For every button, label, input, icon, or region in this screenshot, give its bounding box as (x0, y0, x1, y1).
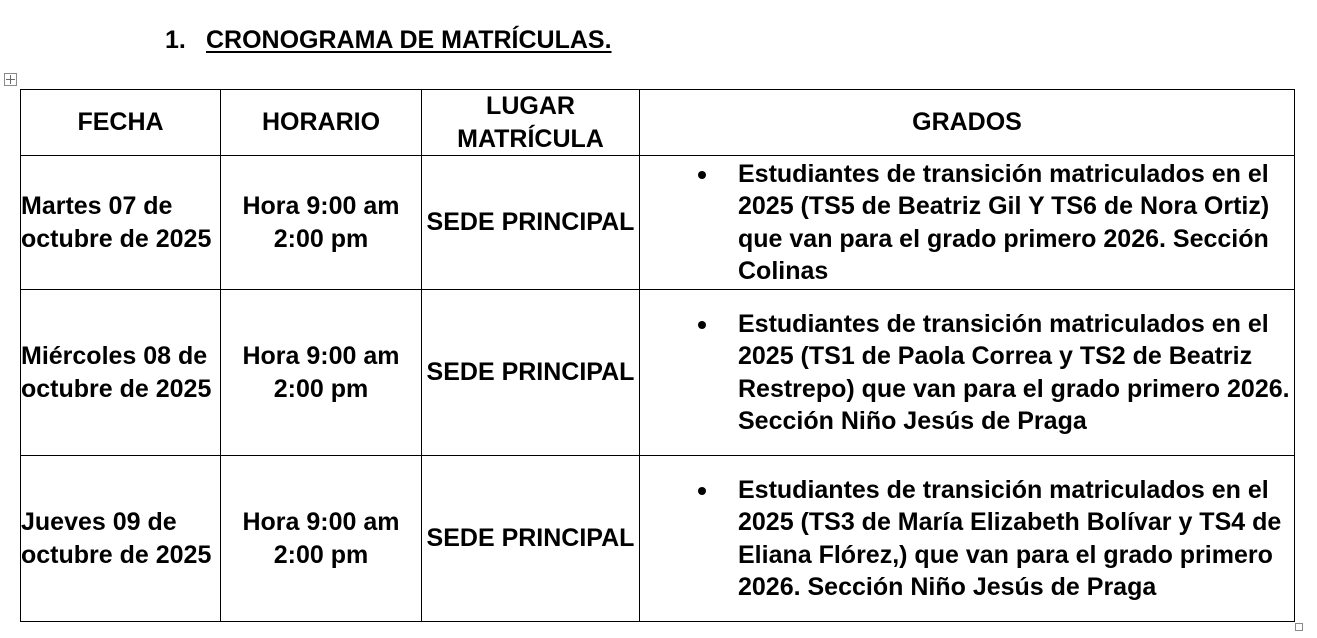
grados-bullet-item: Estudiantes de transición matriculados en el 2025 (TS1 de Paola Correa y TS2 de Beatriz Restrepo) que van para el grado primero 2026. Sección Niño Jesús de Praga (738, 308, 1294, 438)
table-row (21, 456, 1295, 622)
table-header-row (21, 90, 1295, 156)
cell-grados (640, 456, 1295, 622)
header-lugar-matricula: LUGAR MATRÍCULA (422, 90, 640, 156)
cell-fecha: Miércoles 08 de octubre de 2025 (21, 290, 221, 456)
cell-grados (640, 290, 1295, 456)
grados-bullet-item: Estudiantes de transición matriculados en el 2025 (TS5 de Beatriz Gil Y TS6 de Nora Ortiz) que van para el grado primero 2026. Sección Colinas (738, 158, 1294, 288)
header-horario: HORARIO (221, 90, 422, 156)
cell-lugar: SEDE PRINCIPAL (422, 456, 640, 622)
section-title: CRONOGRAMA DE MATRÍCULAS. (206, 26, 612, 54)
table-row (21, 156, 1295, 290)
header-grados: GRADOS (640, 90, 1295, 156)
grados-list (640, 474, 1294, 604)
grados-list (640, 158, 1294, 288)
cell-fecha: Martes 07 de octubre de 2025 (21, 156, 221, 290)
cell-lugar: SEDE PRINCIPAL (422, 290, 640, 456)
cell-fecha: Jueves 09 de octubre de 2025 (21, 456, 221, 622)
table-move-handle-icon[interactable] (4, 73, 17, 86)
cell-grados (640, 156, 1295, 290)
grados-list (640, 308, 1294, 438)
table-resize-handle-icon[interactable] (1295, 623, 1303, 631)
grados-bullet-item: Estudiantes de transición matriculados en el 2025 (TS3 de María Elizabeth Bolívar y TS4 de Eliana Flórez,) que van para el grado primero 2026. Sección Niño Jesús de Praga (738, 474, 1294, 604)
cell-horario: Hora 9:00 am 2:00 pm (221, 156, 422, 290)
cell-horario: Hora 9:00 am 2:00 pm (221, 290, 422, 456)
header-fecha: FECHA (21, 90, 221, 156)
cell-horario: Hora 9:00 am 2:00 pm (221, 456, 422, 622)
section-number: 1. (165, 26, 186, 54)
enrollment-schedule-table (20, 89, 1295, 622)
section-heading (165, 24, 612, 56)
table-row (21, 290, 1295, 456)
cell-lugar: SEDE PRINCIPAL (422, 156, 640, 290)
